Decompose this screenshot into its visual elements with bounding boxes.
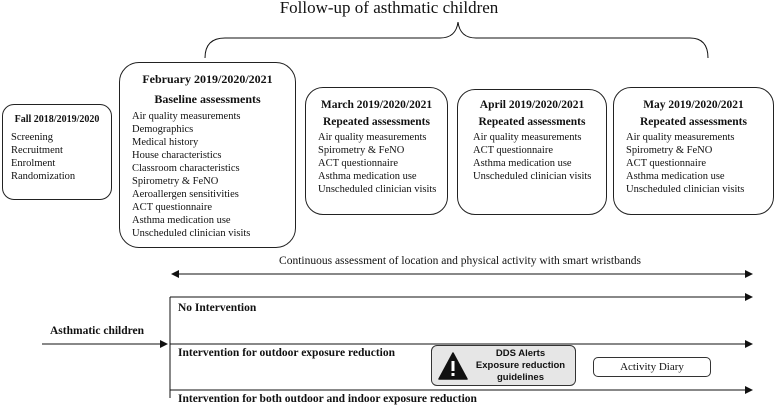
dds-alerts-box bbox=[431, 345, 576, 386]
phase-item: Aeroallergen sensitivities bbox=[132, 189, 239, 200]
phase-subtitle: Repeated assessments bbox=[322, 116, 430, 128]
phase-title: February 2019/2020/2021 bbox=[142, 72, 273, 86]
phase-title: April 2019/2020/2021 bbox=[479, 99, 585, 111]
phase-item: Recruitment bbox=[11, 145, 63, 156]
warning-icon bbox=[438, 352, 468, 380]
phase-item: Air quality measurements bbox=[318, 132, 427, 143]
phase-item: Asthma medication use bbox=[626, 171, 725, 182]
phase-item: ACT questionnaire bbox=[318, 158, 399, 169]
phase-box-april bbox=[457, 89, 607, 215]
phase-item: Air quality measurements bbox=[626, 132, 735, 143]
phase-item: Asthma medication use bbox=[132, 215, 231, 226]
phase-item: Asthma medication use bbox=[473, 158, 572, 169]
activity-diary-box: Activity Diary bbox=[593, 357, 711, 377]
arm-label-outdoor: Intervention for outdoor exposure reduction bbox=[178, 347, 396, 359]
arm-label-outdoor-indoor: Intervention for both outdoor and indoor exposure reduction bbox=[178, 393, 477, 405]
phase-subtitle: Repeated assessments bbox=[639, 116, 747, 128]
phase-item: Demographics bbox=[132, 124, 194, 135]
continuous-assessment-label: Continuous assessment of location and physical activity with smart wristbands bbox=[279, 255, 641, 267]
population-label: Asthmatic children bbox=[50, 325, 145, 337]
phase-item: House characteristics bbox=[132, 150, 222, 161]
diagram-title: Follow-up of asthmatic children bbox=[279, 0, 499, 17]
follow-up-brace bbox=[205, 22, 708, 58]
phase-item: ACT questionnaire bbox=[626, 158, 707, 169]
phase-title: Fall 2018/2019/2020 bbox=[14, 114, 100, 125]
phase-box-march bbox=[305, 87, 448, 215]
phase-item: Unscheduled clinician visits bbox=[318, 184, 437, 195]
dds-alerts-line: Exposure reduction bbox=[475, 360, 566, 371]
phase-item: ACT questionnaire bbox=[473, 145, 554, 156]
phase-item: Air quality measurements bbox=[132, 111, 241, 122]
phase-item: Enrolment bbox=[11, 158, 56, 169]
phase-item: Unscheduled clinician visits bbox=[626, 184, 745, 195]
phase-item: Screening bbox=[11, 132, 53, 143]
dds-alerts-title: DDS Alerts bbox=[495, 348, 546, 359]
phase-item: Unscheduled clinician visits bbox=[132, 228, 251, 239]
phase-subtitle: Baseline assessments bbox=[154, 92, 261, 106]
phase-item: Randomization bbox=[11, 171, 76, 182]
phase-item: Unscheduled clinician visits bbox=[473, 171, 592, 182]
phase-box-may bbox=[613, 87, 774, 215]
phase-box-february bbox=[119, 62, 296, 248]
phase-title: March 2019/2020/2021 bbox=[320, 99, 433, 111]
phase-subtitle: Repeated assessments bbox=[478, 116, 586, 128]
phase-item: Medical history bbox=[132, 137, 199, 148]
phase-item: ACT questionnaire bbox=[132, 202, 213, 213]
phase-item: Classroom characteristics bbox=[132, 163, 240, 174]
phase-item: Air quality measurements bbox=[473, 132, 582, 143]
phase-item: Asthma medication use bbox=[318, 171, 417, 182]
phase-box-fall bbox=[2, 104, 112, 200]
arm-label-no-intervention: No Intervention bbox=[178, 302, 257, 314]
phase-item: Spirometry & FeNO bbox=[318, 145, 405, 156]
phase-item: Spirometry & FeNO bbox=[132, 176, 219, 187]
dds-alerts-line: guidelines bbox=[497, 372, 544, 383]
phase-title: May 2019/2020/2021 bbox=[643, 99, 744, 111]
phase-item: Spirometry & FeNO bbox=[626, 145, 713, 156]
